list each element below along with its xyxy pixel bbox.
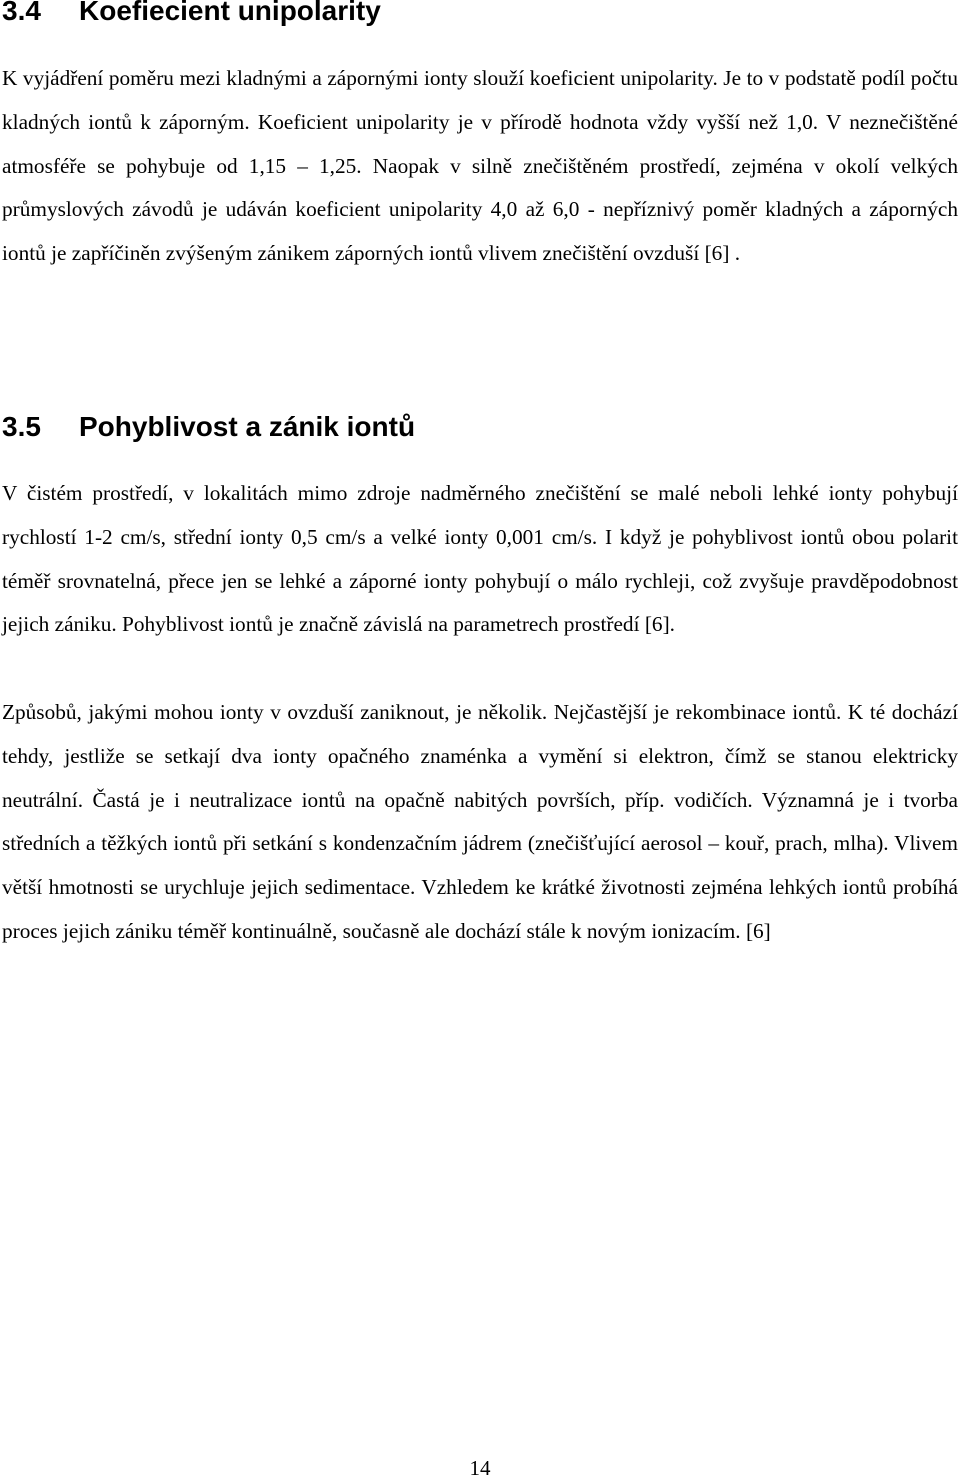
section-3-4-number: 3.4 [2, 0, 41, 26]
section-3-5-paragraph-2: Způsobů, jakými mohou ionty v ovzduší zaniknout, je několik. Nejčastější je rekombinace iontů. K té dochází tehdy, jestliže se setkají dva ionty opačného znaménka a vymění si elektron, čímž se stanou elektricky neutrální. Častá je i neutralizace iontů na opačně nabitých površích, příp. vodičích. Významná je i tvorba středních a těžkých iontů při setkání s kondenzačním jádrem (znečišťující aerosol – kouř, prach, mlha). Vlivem větší hmotnosti se urychluje jejich sedimentace. Vzhledem ke krátké životnosti zejména lehkých iontů probíhá proces jejich zániku téměř kontinuálně, současně ale dochází stále k novým ionizacím. [6] [2, 700, 958, 943]
section-3-4-heading [2, 0, 381, 28]
section-3-5-paragraph-1: V čistém prostředí, v lokalitách mimo zdroje nadměrného znečištění se malé neboli lehké ionty pohybují rychlostí 1-2 cm/s, střední ionty 0,5 cm/s a velké ionty 0,001 cm/s. I když je pohyblivost iontů obou polarit téměř srovnatelná, přece jen se lehké a záporné ionty pohybují o málo rychleji, což zvyšuje pravděpodobnost jejich zániku. Pohyblivost iontů je značně závislá na parametrech prostředí [6]. [2, 481, 958, 637]
section-3-4-paragraph: K vyjádření poměru mezi kladnými a zápornými ionty slouží koeficient unipolarity. Je to v podstatě podíl počtu kladných iontů k záporným. Koeficient unipolarity je v přírodě hodnota vždy vyšší než 1,0. V neznečištěné atmosféře se pohybuje od 1,15 – 1,25. Naopak v silně znečištěném prostředí, zejména v okolí velkých průmyslových závodů je udáván koeficient unipolarity 4,0 až 6,0 - nepříznivý poměr kladných a záporných iontů je zapříčiněn zvýšeným zánikem záporných iontů vlivem znečištění ovzduší [6] . [2, 66, 958, 266]
section-3-5-heading [2, 410, 415, 444]
section-3-5-title: Pohyblivost a zánik iontů [79, 411, 416, 442]
page-number: 14 [469, 1456, 491, 1480]
section-3-5-number: 3.5 [2, 411, 41, 442]
section-3-4-title: Koefiecient unipolarity [79, 0, 381, 26]
